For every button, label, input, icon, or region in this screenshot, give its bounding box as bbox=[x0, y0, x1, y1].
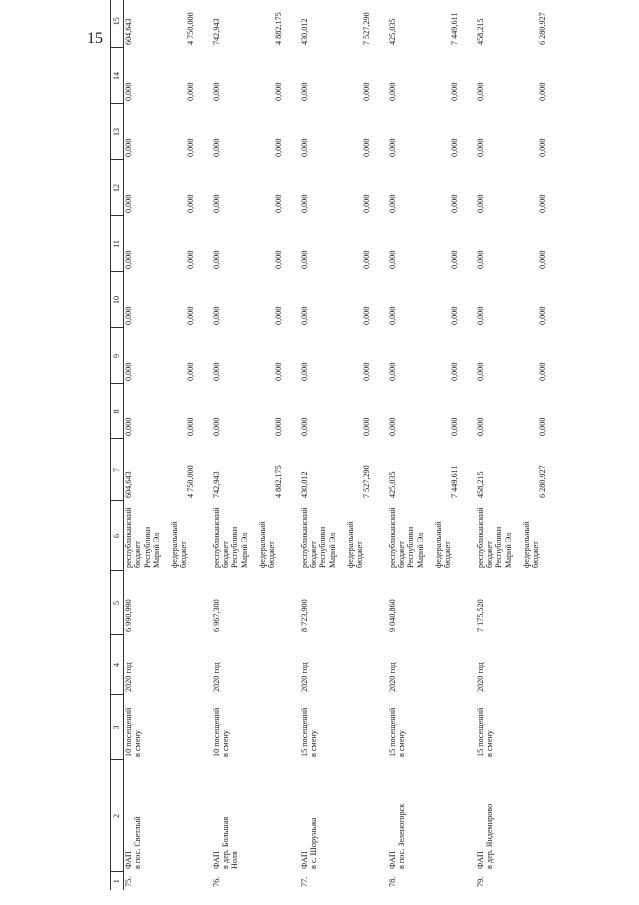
capacity-line: в смену bbox=[220, 730, 230, 757]
funding-source-line: бюджет bbox=[354, 541, 364, 568]
row-number bbox=[170, 872, 212, 890]
total-cost bbox=[346, 571, 388, 635]
object-name bbox=[346, 760, 388, 872]
column-header-3: 3 bbox=[111, 695, 124, 760]
funding-source-line: республиканский bbox=[387, 507, 397, 568]
value-col-15: 7 449,611 bbox=[449, 12, 459, 45]
capacity bbox=[258, 695, 300, 760]
value-col-14: 0,000 bbox=[273, 82, 283, 101]
value-col-14: 0,000 bbox=[537, 82, 547, 101]
table-row bbox=[124, 0, 170, 890]
funding-source-line: бюджет bbox=[442, 541, 452, 568]
value-col-7: 604,643 bbox=[124, 471, 133, 498]
value-col-8: 0,000 bbox=[273, 417, 283, 436]
value-col-12: 0,000 bbox=[537, 194, 547, 213]
year bbox=[522, 635, 564, 695]
column-header-4: 4 bbox=[111, 635, 124, 695]
column-header-1: 1 bbox=[111, 872, 124, 890]
value-col-13: 0,000 bbox=[124, 138, 133, 157]
capacity bbox=[124, 695, 170, 760]
row-number: 76. bbox=[211, 876, 221, 887]
funding-source-line: федеральный bbox=[169, 521, 179, 568]
object-name-line: в пос. Зеленогорск bbox=[396, 803, 406, 869]
funding-source-line: Республики bbox=[230, 526, 240, 568]
funding-source-line: Марий Эл bbox=[239, 532, 249, 568]
value-col-12: 0,000 bbox=[387, 194, 397, 213]
value-col-14: 0,000 bbox=[361, 82, 371, 101]
value-col-14: 0,000 bbox=[185, 82, 195, 101]
value-col-8: 0,000 bbox=[449, 417, 459, 436]
value-col-10: 0,000 bbox=[185, 306, 195, 325]
year bbox=[258, 635, 300, 695]
value-col-15: 742,943 bbox=[211, 18, 221, 45]
value-col-9: 0,000 bbox=[387, 362, 397, 381]
value-col-13: 0,000 bbox=[537, 138, 547, 157]
object-name-line: в дер. Большая bbox=[220, 816, 230, 869]
value-col-10: 0,000 bbox=[387, 306, 397, 325]
value-col-9: 0,000 bbox=[449, 362, 459, 381]
funding-source-line: республиканский bbox=[211, 507, 221, 568]
row-number: 75. bbox=[124, 876, 133, 887]
year bbox=[170, 635, 212, 695]
funding-source bbox=[258, 501, 300, 571]
object-name bbox=[258, 760, 300, 872]
value-col-14: 0,000 bbox=[124, 82, 133, 101]
total-cost bbox=[434, 571, 476, 635]
object-name-line: ФАП bbox=[299, 851, 309, 869]
table-row-federal bbox=[434, 0, 476, 890]
funding-source-line: Марий Эл bbox=[503, 532, 513, 568]
capacity-line: 15 посещений bbox=[475, 707, 485, 757]
value-col-7: 430,012 bbox=[299, 471, 309, 498]
object-name-line: ФАП bbox=[211, 851, 221, 869]
value-col-8: 0,000 bbox=[361, 417, 371, 436]
value-col-15: 4 750,000 bbox=[185, 12, 195, 45]
value-col-10: 0,000 bbox=[449, 306, 459, 325]
table-row bbox=[300, 0, 346, 890]
value-col-8: 0,000 bbox=[185, 417, 195, 436]
value-col-11: 0,000 bbox=[211, 250, 221, 269]
value-col-11: 0,000 bbox=[361, 250, 371, 269]
value-col-7: 7 527,290 bbox=[361, 465, 371, 498]
object-name-line: ФАП bbox=[124, 851, 133, 869]
value-col-14: 0,000 bbox=[211, 82, 221, 101]
capacity-line: в смену bbox=[133, 730, 143, 757]
capacity-line: 10 посещений bbox=[124, 707, 133, 757]
value-col-12: 0,000 bbox=[211, 194, 221, 213]
value-col-9: 0,000 bbox=[475, 362, 485, 381]
value-col-12: 0,000 bbox=[361, 194, 371, 213]
column-header-7: 7 bbox=[111, 439, 124, 501]
value-col-11: 0,000 bbox=[449, 250, 459, 269]
value-col-15: 458,215 bbox=[475, 18, 485, 45]
column-number-header bbox=[111, 0, 124, 890]
value-col-8: 0,000 bbox=[537, 417, 547, 436]
column-header-5: 5 bbox=[111, 571, 124, 635]
value-col-10: 0,000 bbox=[124, 306, 133, 325]
capacity bbox=[300, 695, 346, 760]
value-col-11: 0,000 bbox=[387, 250, 397, 269]
value-col-7: 4 750,000 bbox=[185, 465, 195, 498]
funding-source-line: бюджет bbox=[178, 541, 188, 568]
value-col-9: 0,000 bbox=[299, 362, 309, 381]
funding-source-line: Республики bbox=[406, 526, 416, 568]
total-cost bbox=[170, 571, 212, 635]
total-cost: 6 990,990 bbox=[124, 599, 133, 632]
funding-source-line: Республики bbox=[142, 526, 152, 568]
year: 2020 год bbox=[211, 662, 221, 692]
column-header-15: 15 bbox=[111, 0, 124, 48]
value-col-10: 0,000 bbox=[299, 306, 309, 325]
column-header-10: 10 bbox=[111, 272, 124, 328]
value-col-8: 0,000 bbox=[124, 417, 133, 436]
total-cost bbox=[258, 571, 300, 635]
value-col-11: 0,000 bbox=[185, 250, 195, 269]
value-col-12: 0,000 bbox=[185, 194, 195, 213]
funding-source bbox=[522, 501, 564, 571]
table-row-federal bbox=[258, 0, 300, 890]
year: 2020 год bbox=[387, 662, 397, 692]
value-col-14: 0,000 bbox=[299, 82, 309, 101]
value-col-15: 430,012 bbox=[299, 18, 309, 45]
value-col-9: 0,000 bbox=[273, 362, 283, 381]
funding-source-line: бюджет bbox=[266, 541, 276, 568]
value-col-7: 742,943 bbox=[211, 471, 221, 498]
funding-source bbox=[388, 501, 434, 571]
funding-source-line: республиканский bbox=[475, 507, 485, 568]
capacity-line: в смену bbox=[396, 730, 406, 757]
value-col-13: 0,000 bbox=[273, 138, 283, 157]
object-name bbox=[434, 760, 476, 872]
object-name-line: ФАП bbox=[475, 851, 485, 869]
table-row bbox=[388, 0, 434, 890]
row-number: 78. bbox=[387, 876, 397, 887]
capacity-line: 15 посещений bbox=[299, 707, 309, 757]
row-number bbox=[434, 872, 476, 890]
value-col-13: 0,000 bbox=[185, 138, 195, 157]
capacity-line: в смену bbox=[308, 730, 318, 757]
value-col-12: 0,000 bbox=[273, 194, 283, 213]
funding-source bbox=[170, 501, 212, 571]
table-body bbox=[124, 0, 564, 890]
object-name-line: Ноля bbox=[230, 851, 240, 869]
row-number bbox=[346, 872, 388, 890]
funding-source-line: бюджет bbox=[396, 541, 406, 568]
year bbox=[434, 635, 476, 695]
value-col-9: 0,000 bbox=[211, 362, 221, 381]
funding-source bbox=[476, 501, 522, 571]
funding-source-line: Марий Эл bbox=[327, 532, 337, 568]
capacity bbox=[388, 695, 434, 760]
value-col-14: 0,000 bbox=[449, 82, 459, 101]
value-col-8: 0,000 bbox=[211, 417, 221, 436]
value-col-9: 0,000 bbox=[124, 362, 133, 381]
table-row bbox=[212, 0, 258, 890]
year: 2020 год bbox=[299, 662, 309, 692]
capacity bbox=[476, 695, 522, 760]
value-col-10: 0,000 bbox=[361, 306, 371, 325]
value-col-7: 6 280,927 bbox=[537, 465, 547, 498]
funding-source-line: бюджет bbox=[308, 541, 318, 568]
object-name-line: ФАП bbox=[387, 851, 397, 869]
value-col-7: 4 882,175 bbox=[273, 465, 283, 498]
value-col-13: 0,000 bbox=[361, 138, 371, 157]
column-header-14: 14 bbox=[111, 48, 124, 104]
capacity-line: в смену bbox=[484, 730, 494, 757]
funding-source-line: бюджет bbox=[530, 541, 540, 568]
funding-source-line: федеральный bbox=[433, 521, 443, 568]
funding-source-line: федеральный bbox=[521, 521, 531, 568]
capacity bbox=[434, 695, 476, 760]
value-col-10: 0,000 bbox=[537, 306, 547, 325]
column-header-9: 9 bbox=[111, 328, 124, 384]
value-col-15: 4 882,175 bbox=[273, 12, 283, 45]
object-name bbox=[300, 760, 346, 872]
rotated-table-wrapper bbox=[110, 12, 547, 890]
table-row-federal bbox=[346, 0, 388, 890]
table-row-federal bbox=[170, 0, 212, 890]
value-col-12: 0,000 bbox=[475, 194, 485, 213]
value-col-10: 0,000 bbox=[211, 306, 221, 325]
budget-table bbox=[110, 0, 564, 890]
object-name-line: в дер. Яндемирово bbox=[484, 803, 494, 869]
value-col-7: 425,035 bbox=[387, 471, 397, 498]
capacity-line: 15 посещений bbox=[387, 707, 397, 757]
table-row bbox=[476, 0, 522, 890]
value-col-12: 0,000 bbox=[124, 194, 133, 213]
value-col-11: 0,000 bbox=[299, 250, 309, 269]
value-col-15: 6 280,927 bbox=[537, 12, 547, 45]
row-number: 79. bbox=[475, 876, 485, 887]
funding-source-line: Республики bbox=[318, 526, 328, 568]
value-col-8: 0,000 bbox=[387, 417, 397, 436]
value-col-7: 7 449,611 bbox=[449, 465, 459, 498]
object-name-line: в с. Шоруньжа bbox=[308, 817, 318, 869]
row-number bbox=[522, 872, 564, 890]
value-col-9: 0,000 bbox=[185, 362, 195, 381]
value-col-12: 0,000 bbox=[299, 194, 309, 213]
year: 2020 год bbox=[124, 662, 133, 692]
value-col-9: 0,000 bbox=[537, 362, 547, 381]
funding-source-line: республиканский bbox=[124, 507, 133, 568]
value-col-11: 0,000 bbox=[124, 250, 133, 269]
total-cost: 8 723,900 bbox=[299, 599, 309, 632]
object-name bbox=[388, 760, 434, 872]
total-cost: 6 967,300 bbox=[211, 599, 221, 632]
value-col-8: 0,000 bbox=[475, 417, 485, 436]
funding-source bbox=[434, 501, 476, 571]
capacity-line: 10 посещений bbox=[211, 707, 221, 757]
value-col-14: 0,000 bbox=[387, 82, 397, 101]
value-col-13: 0,000 bbox=[449, 138, 459, 157]
funding-source-line: федеральный bbox=[345, 521, 355, 568]
column-header-12: 12 bbox=[111, 160, 124, 216]
funding-source-line: республиканский bbox=[299, 507, 309, 568]
value-col-15: 7 527,290 bbox=[361, 12, 371, 45]
funding-source-line: Республики bbox=[494, 526, 504, 568]
total-cost: 7 175,520 bbox=[475, 599, 485, 632]
object-name-line: в пос. Светлый bbox=[133, 816, 143, 869]
funding-source bbox=[212, 501, 258, 571]
total-cost: 9 040,860 bbox=[387, 599, 397, 632]
value-col-14: 0,000 bbox=[475, 82, 485, 101]
funding-source-line: бюджет bbox=[484, 541, 494, 568]
funding-source-line: бюджет bbox=[220, 541, 230, 568]
page-number: 15 bbox=[87, 30, 103, 47]
capacity bbox=[346, 695, 388, 760]
value-col-9: 0,000 bbox=[361, 362, 371, 381]
value-col-15: 604,643 bbox=[124, 18, 133, 45]
funding-source bbox=[300, 501, 346, 571]
value-col-11: 0,000 bbox=[537, 250, 547, 269]
year: 2020 год bbox=[475, 662, 485, 692]
object-name bbox=[170, 760, 212, 872]
funding-source bbox=[124, 501, 170, 571]
column-header-8: 8 bbox=[111, 384, 124, 439]
funding-source-line: федеральный bbox=[257, 521, 267, 568]
capacity bbox=[170, 695, 212, 760]
column-header-11: 11 bbox=[111, 216, 124, 272]
funding-source-line: Марий Эл bbox=[152, 532, 162, 568]
table-row-federal bbox=[522, 0, 564, 890]
value-col-11: 0,000 bbox=[475, 250, 485, 269]
value-col-7: 458,215 bbox=[475, 471, 485, 498]
value-col-11: 0,000 bbox=[273, 250, 283, 269]
funding-source-line: бюджет bbox=[133, 541, 143, 568]
column-header-13: 13 bbox=[111, 104, 124, 160]
value-col-13: 0,000 bbox=[211, 138, 221, 157]
object-name bbox=[124, 760, 170, 872]
funding-source bbox=[346, 501, 388, 571]
value-col-13: 0,000 bbox=[475, 138, 485, 157]
object-name bbox=[476, 760, 522, 872]
value-col-10: 0,000 bbox=[273, 306, 283, 325]
row-number bbox=[258, 872, 300, 890]
object-name bbox=[212, 760, 258, 872]
total-cost bbox=[522, 571, 564, 635]
value-col-8: 0,000 bbox=[299, 417, 309, 436]
funding-source-line: Марий Эл bbox=[415, 532, 425, 568]
value-col-15: 425,035 bbox=[387, 18, 397, 45]
column-header-2: 2 bbox=[111, 760, 124, 872]
row-number: 77. bbox=[299, 876, 309, 887]
column-header-6: 6 bbox=[111, 501, 124, 571]
value-col-13: 0,000 bbox=[387, 138, 397, 157]
capacity bbox=[522, 695, 564, 760]
year bbox=[346, 635, 388, 695]
value-col-12: 0,000 bbox=[449, 194, 459, 213]
value-col-10: 0,000 bbox=[475, 306, 485, 325]
value-col-13: 0,000 bbox=[299, 138, 309, 157]
capacity bbox=[212, 695, 258, 760]
object-name bbox=[522, 760, 564, 872]
